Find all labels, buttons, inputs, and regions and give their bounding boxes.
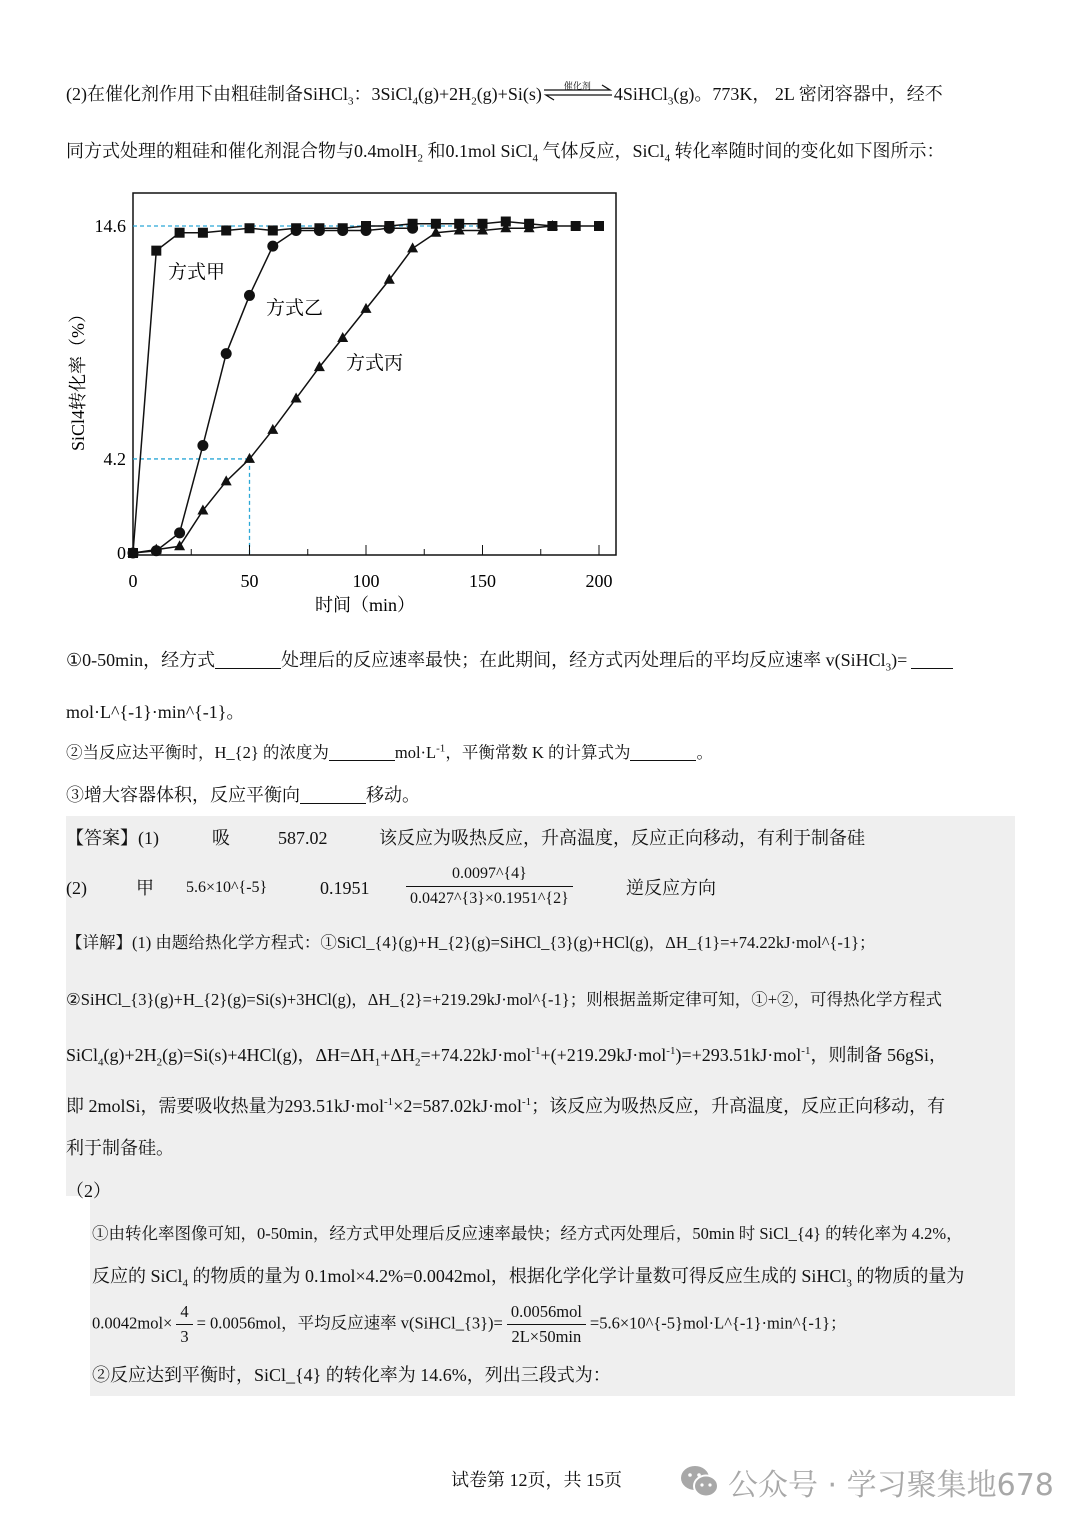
calc-text-a: 0.0042mol× [92, 1313, 173, 1333]
data-point-square [221, 225, 231, 235]
q3-text-b: 移动。 [366, 785, 420, 805]
page-number: 试卷第 12页，共 15页 [451, 1470, 622, 1490]
explanation-line-3: $SiCl_4(g)+2H_2(g)=Si(s)+4HCl(g)$，$\Delta H=\Delta H_1+\Delta H_2=+74.22kJ\cdot mol^{-1}+(+219.29kJ\cdot mol^{-1})=+293.51kJ\cdot mol^{-1}$，则制备 56gSi， [66, 1045, 947, 1069]
answer-blank-4[interactable] [630, 742, 696, 761]
answer-2b: 5.6×10^{-5} [186, 879, 268, 896]
data-point-circle [267, 241, 278, 252]
explanation-line-1: 【详解】(1) 由题给热化学方程式：①SiCl_{4}(g)+H_{2}(g)=SiHCl_{3}(g)+HCl(g)，ΔH_{1}=+74.22kJ·mol^{-1}； [66, 933, 876, 952]
wechat-icon [680, 1465, 720, 1499]
data-point-square [571, 221, 581, 231]
answer-blank-1[interactable] [215, 650, 281, 669]
question-1 [66, 648, 953, 672]
q2-text-a: ②当反应达平衡时，H_{2} 的浓度为 [66, 743, 329, 762]
answer-1c: 该反应为吸热反应，升高温度，反应正向移动，有利于制备硅 [379, 828, 865, 848]
frac-den: 2L×50min [511, 1327, 582, 1346]
data-point-triangle [174, 540, 185, 550]
fraction-4-3 [176, 1300, 192, 1349]
data-point-circle [361, 225, 372, 236]
question-intro-line1 [66, 82, 943, 106]
data-point-square [198, 228, 208, 238]
x-tick-label: 100 [352, 571, 380, 591]
data-point-circle [221, 348, 232, 359]
data-point-triangle [407, 242, 418, 252]
x-tick-label: 0 [128, 571, 138, 591]
y-tick-label: 4.2 [103, 448, 126, 469]
explanation-line-7: ①由转化率图像可知，0-50min，经方式甲处理后反应速率最快；经方式丙处理后，50min 时 SiCl_{4} 的转化率为 4.2%， [92, 1224, 963, 1243]
plot-frame [133, 193, 616, 555]
data-point-square [245, 223, 255, 233]
answer-blank-2[interactable] [911, 650, 953, 669]
x-axis-label: 时间（min） [314, 595, 416, 615]
explanation-line-6: （2） [66, 1181, 111, 1201]
q1-text-a: ①0-50min，经方式 [66, 650, 216, 670]
calc-text-b: = 0.0056mol，平均反应速率 v(SiHCl_{3})= [196, 1313, 503, 1333]
answer-blank-5[interactable] [300, 785, 366, 804]
answer-2e: 逆反应方向 [626, 878, 716, 898]
data-point-circle [314, 225, 325, 236]
answer-2a: 甲 [136, 878, 154, 898]
question-2 [66, 741, 713, 765]
data-point-circle [244, 290, 255, 301]
data-point-square [151, 246, 161, 256]
data-point-circle [197, 440, 208, 451]
k-numerator: 0.0097^{4} [406, 862, 573, 887]
frac-num: 0.0056mol [507, 1300, 586, 1325]
series-label-yi: 方式乙 [266, 298, 324, 319]
answer-line-1 [66, 826, 865, 850]
answer-1a: 吸 [212, 828, 230, 848]
q3-text-a: ③增大容器体积，反应平衡向 [66, 785, 300, 805]
x-tick-label: 50 [240, 571, 259, 591]
answer-1b: 587.02 [278, 828, 328, 848]
conversion-chart [0, 180, 620, 620]
data-point-circle [384, 223, 395, 234]
answer-line-2 [66, 862, 966, 918]
fraction-rate [507, 1300, 586, 1349]
data-point-circle [337, 225, 348, 236]
data-point-circle [291, 225, 302, 236]
data-point-circle [174, 527, 185, 538]
intro-text-end: 4SiHCl$_3$(g)。773K， 2L 密闭容器中，经不 [613, 84, 943, 108]
explanation-line-4: 即 2molSi，需要吸收热量为293.51kJ·mol$^{-1}$×2=587.02kJ·mol$^{-1}$；该反应为吸热反应，升高温度，反应正向移动，有 [66, 1096, 946, 1116]
data-point-square [594, 221, 604, 231]
equilibrium-arrow [542, 82, 614, 102]
y-tick-label: 14.6 [94, 216, 126, 236]
y-tick-label: 0 [117, 543, 126, 563]
data-point-square [175, 228, 185, 238]
q2-text-b: $mol\cdot L^{-1}$，平衡常数 K 的计算式为 [394, 742, 631, 762]
watermark-text: 公众号 · 学习聚集地678 [728, 1468, 1054, 1503]
explanation-line-8: 反应的 SiCl$_4$ 的物质的量为 0.1mol×4.2%=0.0042mol，根据化学化学计量数可得反应生成的 SiHCl$_3$ 的物质的量为 [92, 1266, 965, 1290]
frac-den: 3 [180, 1327, 189, 1346]
question-1-unit: mol·L^{-1}·min^{-1}。 [66, 702, 245, 722]
explanation-line-9 [92, 1300, 847, 1349]
k-denominator: 0.0427^{3}×0.1951^{2} [410, 890, 569, 907]
frac-num: 4 [176, 1300, 192, 1325]
answer-label: 【答案】(1) [66, 828, 159, 848]
x-tick-label: 150 [469, 571, 496, 591]
data-point-circle [407, 223, 418, 234]
data-point-square [268, 225, 278, 235]
calc-text-c: =5.6×10^{-5}mol·L^{-1}·min^{-1}； [589, 1313, 847, 1333]
answer-2-label: (2) [66, 878, 87, 898]
catalyst-label: 催化剂 [563, 81, 591, 91]
explanation-line-2: ②SiHCl_{3}(g)+H_{2}(g)=Si(s)+3HCl(g)，ΔH_{2}=+219.29kJ·mol^{-1}；则根据盖斯定律可知，①+②，可得热化学方程式 [66, 990, 943, 1009]
question-intro-line2: 同方式处理的粗硅和催化剂混合物与0.4molH$_2$ 和0.1mol SiCl$_4$ 气体反应，SiCl$_4$ 转化率随时间的变化如下图所示： [66, 141, 945, 165]
explanation-line-10: ②反应达到平衡时，SiCl_{4} 的转化率为 14.6%，列出三段式为： [92, 1365, 611, 1385]
explanation-line-5: 利于制备硅。 [66, 1138, 174, 1158]
answer-2c: 0.1951 [320, 878, 370, 898]
x-tick-label: 200 [585, 571, 613, 591]
series-label-jia: 方式甲 [168, 262, 226, 283]
question-3 [66, 783, 420, 807]
watermark [680, 1460, 1054, 1504]
y-axis-label: SiCl4转化率（%） [68, 304, 88, 452]
q2-text-c: 。 [696, 743, 713, 762]
series-label-bing: 方式丙 [346, 353, 404, 374]
q1-text-b: 处理后的反应速率最快；在此期间，经方式丙处理后的平均反应速率 v(SiHCl$_3$)= [281, 650, 908, 674]
intro-text: (2)在催化剂作用下由粗硅制备SiHCl$_3$：$3SiCl_4(g)+2H_2(g)+Si(s)$ [66, 84, 542, 108]
answer-blank-3[interactable] [329, 742, 395, 761]
k-expression [406, 862, 573, 911]
